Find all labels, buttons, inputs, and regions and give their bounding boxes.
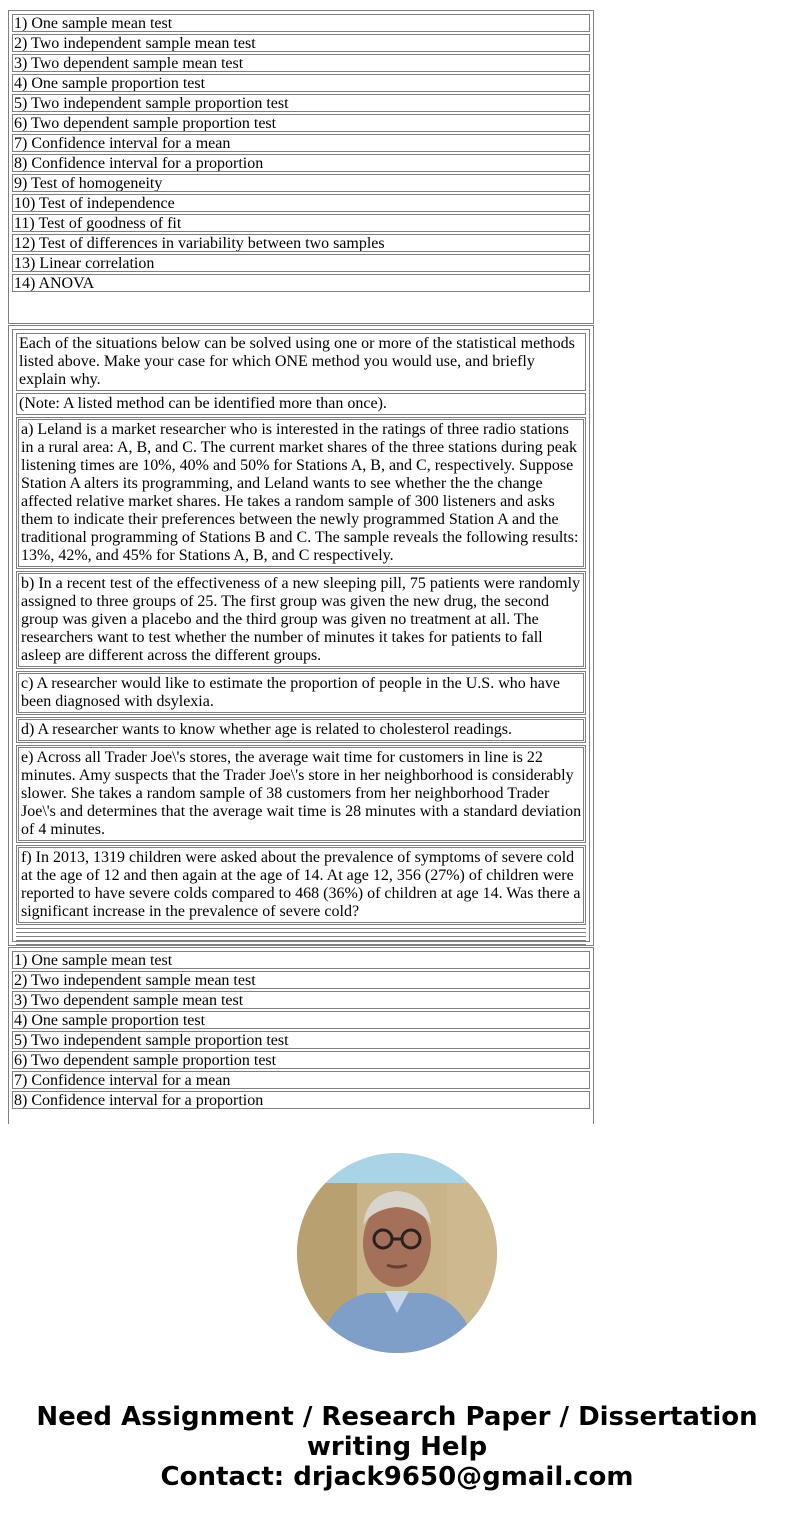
portrait-image [297, 1153, 497, 1353]
question-f: f) In 2013, 1319 children were asked about the prevalence of symptoms of severe cold at the age of 12 and then again at the age of 14. At age 12, 356 (27%) of children were reported to have severe colds compared to 468 (36%) of children at age 14. Was there a significant increase in the prevalence of severe cold? [16, 845, 586, 925]
method-item: 2) Two independent sample mean test [12, 34, 590, 52]
methods-list-bottom [8, 947, 594, 1124]
footer-line-3: Contact: drjack9650@gmail.com [160, 1462, 634, 1492]
empty-row-divider [16, 932, 586, 933]
method-item: 2) Two independent sample mean test [12, 971, 590, 989]
method-item: 9) Test of homogeneity [12, 174, 590, 192]
footer-contact [0, 1402, 794, 1492]
author-photo [297, 1153, 497, 1353]
questions-block [8, 325, 594, 946]
empty-row-divider [16, 928, 586, 929]
empty-row-divider [16, 944, 586, 945]
footer-line-2: writing Help [306, 1432, 488, 1462]
footer-line-1: Need Assignment / Research Paper / Dissertation [36, 1402, 758, 1432]
method-item: 13) Linear correlation [12, 254, 590, 272]
method-item: 11) Test of goodness of fit [12, 214, 590, 232]
question-e: e) Across all Trader Joe\'s stores, the average wait time for customers in line is 22 minutes. Amy suspects that the Trader Joe\'s store in her neighborhood is considerably slower. She takes a random sample of 38 customers from her neighborhood Trader Joe\'s and determines that the average wait time is 28 minutes with a standard deviation of 4 minutes. [16, 745, 586, 843]
question-a: a) Leland is a market researcher who is interested in the ratings of three radio stations in a rural area: A, B, and C. The current market shares of the three stations during peak listening times are 10%, 40% and 50% for Stations A, B, and C, respectively. Suppose Station A alters its programming, and Leland wants to see whether the the change affected relative market shares. He takes a random sample of 300 listeners and asks them to indicate their preferences between the newly programmed Station A and the traditional programming of Stations B and C. The sample reveals the following results: 13%, 42%, and 45% for Stations A, B, and C respectively. [16, 417, 586, 569]
method-item: 8) Confidence interval for a proportion [12, 154, 590, 172]
question-d: d) A researcher wants to know whether age is related to cholesterol readings. [16, 717, 586, 743]
question-b: b) In a recent test of the effectiveness of a new sleeping pill, 75 patients were randomly assigned to three groups of 25. The first group was given the new drug, the second group was given a placebo and the third group was given no treatment at all. The researchers want to test whether the number of minutes it takes for patients to fall asleep are different across the different groups. [16, 571, 586, 669]
questions-inner-table [12, 329, 590, 942]
method-item: 3) Two dependent sample mean test [12, 991, 590, 1009]
instructions-text: Each of the situations below can be solved using one or more of the statistical methods listed above. Make your case for which ONE method you would use, and briefly explain why. [16, 333, 586, 391]
method-item: 8) Confidence interval for a proportion [12, 1091, 590, 1109]
method-item: 5) Two independent sample proportion test [12, 1031, 590, 1049]
method-item: 1) One sample mean test [12, 14, 590, 32]
method-item: 3) Two dependent sample mean test [12, 54, 590, 72]
method-item: 1) One sample mean test [12, 951, 590, 969]
method-item: 7) Confidence interval for a mean [12, 1071, 590, 1089]
empty-row-divider [16, 940, 586, 941]
method-item: 5) Two independent sample proportion test [12, 94, 590, 112]
methods-list-top [8, 10, 594, 324]
method-item: 4) One sample proportion test [12, 74, 590, 92]
question-c: c) A researcher would like to estimate the proportion of people in the U.S. who have been diagnosed with dsylexia. [16, 671, 586, 715]
method-item: 6) Two dependent sample proportion test [12, 114, 590, 132]
method-item: 12) Test of differences in variability between two samples [12, 234, 590, 252]
method-item: 14) ANOVA [12, 274, 590, 292]
method-item: 6) Two dependent sample proportion test [12, 1051, 590, 1069]
method-item: 10) Test of independence [12, 194, 590, 212]
method-item: 4) One sample proportion test [12, 1011, 590, 1029]
method-item: 7) Confidence interval for a mean [12, 134, 590, 152]
empty-row-divider [16, 936, 586, 937]
note-text: (Note: A listed method can be identified more than once). [16, 393, 586, 415]
